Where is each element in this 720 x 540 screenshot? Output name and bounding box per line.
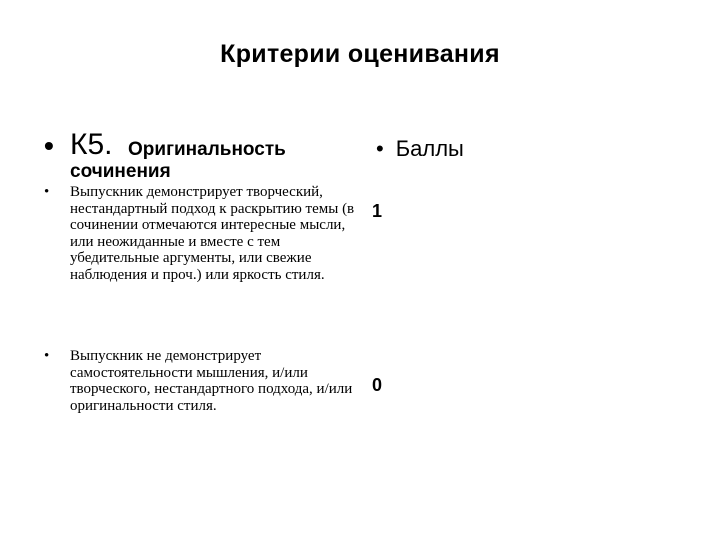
criterion-name-line1: Оригинальность — [128, 139, 286, 160]
score-heading-label: Баллы — [395, 136, 464, 161]
item-score: 1 — [372, 201, 383, 221]
criterion-code: К5. — [70, 128, 113, 161]
criterion-item — [44, 184, 354, 324]
item-score: 0 — [372, 375, 383, 395]
criterion-bullet: • — [44, 130, 54, 161]
item-bullet: • — [44, 348, 50, 364]
criterion-item — [44, 348, 354, 438]
item-text: Выпускник демонстрирует творческий, нестандартный подход к раскрытию темы (в сочинении отмечаются интересные мысли, или неожиданные и вместе с тем убедительные аргументы, или свежие наблюдения и проч.) или яркость стиля. — [70, 184, 355, 283]
score-heading — [376, 136, 464, 162]
item-text: Выпускник не демонстрирует самостоятельности мышления, и/или творческого, нестандартного подхода, и/или оригинальности стиля. — [70, 348, 353, 414]
criterion-name-line2: сочинения — [70, 161, 171, 182]
item-bullet: • — [44, 184, 50, 200]
slide-title: Критерии оценивания — [220, 40, 500, 68]
score-heading-bullet: • — [376, 136, 384, 161]
